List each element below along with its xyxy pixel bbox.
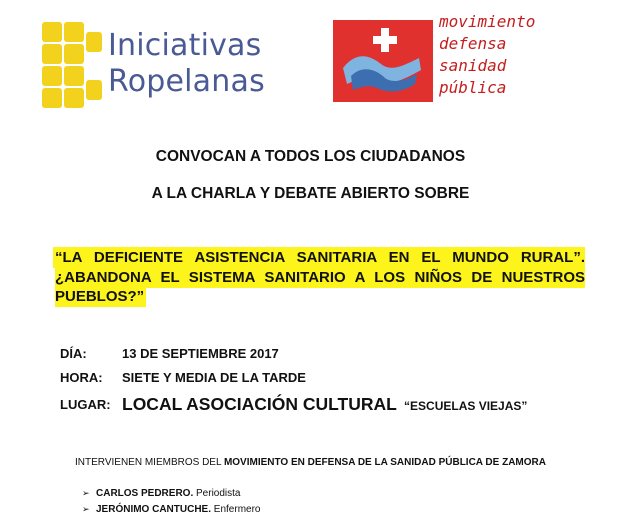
movimiento-defensa-logo (333, 12, 583, 112)
logo-square-icon (86, 32, 102, 52)
logo-square-icon (64, 66, 84, 86)
list-item (82, 504, 260, 515)
speakers-intro (0, 457, 621, 468)
lugar-value: LOCAL ASOCIACIÓN CULTURAL (122, 394, 397, 414)
lugar-extra: “ESCUELAS VIEJAS” (404, 399, 528, 413)
speakers-intro-prefix: INTERVIENEN MIEMBROS DEL (75, 457, 224, 468)
topic-text: “LA DEFICIENTE ASISTENCIA SANITARIA EN EL MUNDO RURAL”. ¿ABANDONA EL SISTEMA SANITARIO A LOS NIÑOS DE NUESTROS PUEBLOS?” (55, 249, 585, 305)
logo-right-line: pública (439, 78, 507, 97)
arrow-bullet-icon: ➢ (82, 504, 90, 514)
logo-text-line1: Iniciativas (108, 28, 262, 63)
logo-right-line: movimiento (439, 12, 536, 31)
logo-right-line: defensa (439, 34, 507, 53)
logo-square-icon (64, 44, 84, 64)
logo-text-line2: Ropelanas (108, 64, 265, 99)
arrow-bullet-icon: ➢ (82, 488, 90, 498)
logo-square-icon (42, 66, 62, 86)
logo-square-icon (42, 88, 62, 108)
hora-label: HORA: (60, 370, 103, 385)
lugar-label: LUGAR: (60, 397, 111, 412)
speaker-role: Periodista (193, 488, 241, 499)
logo-square-icon (64, 22, 84, 42)
hora-value: SIETE Y MEDIA DE LA TARDE (122, 370, 306, 385)
logo-square-icon (42, 22, 62, 42)
topic-quote (55, 248, 585, 307)
dia-value: 13 DE SEPTIEMBRE 2017 (122, 346, 279, 361)
speaker-name: CARLOS PEDRERO. (96, 488, 194, 499)
speaker-name: JERÓNIMO CANTUCHE. (96, 504, 212, 515)
logo-square-icon (64, 88, 84, 108)
heading-line1: CONVOCAN A TODOS LOS CIUDADANOS (155, 148, 466, 165)
speakers-intro-org: MOVIMIENTO EN DEFENSA DE LA SANIDAD PÚBLICA DE ZAMORA (223, 457, 546, 468)
dia-label: DÍA: (60, 346, 87, 361)
logo-right-line: sanidad (439, 56, 507, 75)
list-item (82, 488, 240, 499)
hands-cross-icon (333, 20, 433, 102)
lugar-value-wrap (122, 394, 527, 415)
iniciativas-ropelanas-logo (40, 20, 280, 120)
logo-square-icon (86, 80, 102, 100)
heading-line2: A LA CHARLA Y DEBATE ABIERTO SOBRE (151, 185, 470, 202)
speaker-role: Enfermero (211, 504, 261, 515)
logo-square-icon (42, 44, 62, 64)
